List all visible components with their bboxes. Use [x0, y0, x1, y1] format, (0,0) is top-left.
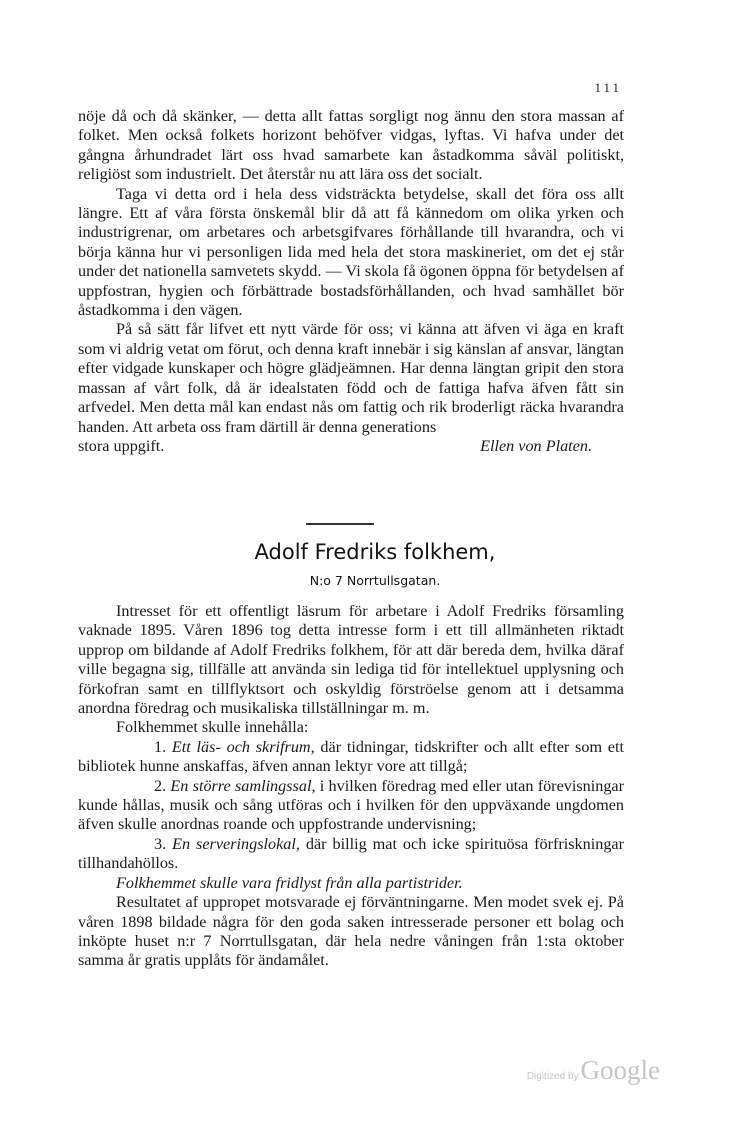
page-number: 111	[594, 80, 622, 95]
article-body	[78, 107, 624, 456]
motto-text: Folkhemmet skulle vara fridlyst från alla partistrider.	[116, 873, 463, 892]
list-item-number: 1.	[154, 737, 167, 756]
list-intro: Folkhemmet skulle innehålla:	[116, 718, 309, 737]
google-logo: Google	[580, 1055, 660, 1085]
author-signature: Ellen von Platen.	[480, 436, 592, 455]
list-item-number: 2.	[154, 776, 167, 795]
paragraph: På så sätt får lifvet ett nytt värde för oss; vi känna att äfven vi äga en kraft som vi aldrig vetat om förut, och denna kraft innebär i sig känslan af ansvar, längtan efter vidgade kunskaper och högre glädjeämnen. Har denna längtan gripit den stora massan af vårt folk, då är idealstaten född och de fattiga hafva äfven fått sin arfvedel. Men detta mål kan endast nås om fattig och rik broderligt räcka hvarandra handen. Att arbeta oss fram därtill är denna generations	[78, 320, 624, 436]
section-body	[78, 602, 624, 971]
paragraph-continuation: nöje då och då skänker, — detta allt fattas sorgligt nog ännu den stora massan af folket. Men också folkets horizont behöfver vidgas, lyftas. Vi hafva under det gångna århundradet lärt oss hvad samarbete kan åstadkomma såväl politiskt, religiöst som industrielt. Det återstår nu att lära oss det socialt.	[78, 107, 624, 184]
section-title: Adolf Fredriks folkhem,	[254, 540, 496, 564]
list-item-text: i hvilken föredrag med eller utan förevisningar kunde hållas, musik och sång utföras och i hvilken för den uppväxande ungdomen äfven skulle anordnas roande och uppfostrande undervisning;	[78, 776, 625, 834]
closing-text: stora uppgift.	[78, 436, 165, 455]
list-item	[78, 738, 624, 777]
list-item-title: En större samlingssal,	[170, 776, 316, 795]
outcome-paragraph: Resultatet af uppropet motsvarade ej förväntningarne. Men modet svek ej. På våren 1898 bildade några för den goda saken intresserade personer ett bolag och inköpte huset n:r 7 Norrtullsgatan, där hela nedre våningen från 1:sta oktober samma år gratis upplåts för ändamålet.	[78, 893, 624, 970]
closing-line	[78, 437, 624, 456]
digitization-watermark	[527, 1055, 660, 1086]
list-item-text: där tidningar, tidskrifter och allt efter som ett bibliotek hunne anskaffas, äfven annan lektyr vore att tillgå;	[78, 737, 624, 776]
list-item	[78, 835, 624, 874]
section-subtitle: N:o 7 Norrtullsgatan.	[309, 573, 441, 588]
list-item	[78, 777, 624, 835]
motto	[78, 874, 624, 893]
list-item-number: 3.	[154, 834, 167, 853]
list-item-text: där billig mat och icke spirituösa förfriskningar tillhandahöllos.	[78, 834, 624, 873]
paragraph: Taga vi detta ord i hela dess vidsträckta betydelse, skall det föra oss allt längre. Ett af våra första önskemål blir då att få kännedom om olika yrken och industrigrenar, om arbetares och arbetsgifvares förhållande till hvarandra, och vi börja känna hur vi personligen lida med hela det stora maskineriet, om det ej står under det nationella samvetets skydd. — Vi skola få ögonen öppna för betydelsen af uppfostran, hygien och förbättrade bostadsförhållanden, och hvad samhället bör åstadkomma i den vägen.	[78, 184, 624, 320]
section-divider	[306, 523, 374, 525]
section-intro: Intresset för ett offentligt läsrum för arbetare i Adolf Fredriks församling vaknade 1895. Våren 1896 tog detta intresse form i ett till allmänheten riktadt upprop om bildande af Adolf Fredriks folkhem, för att där bereda dem, hvilka däraf ville begagna sig, tillfälle att använda sin lediga tid för intellektuel upplysning och förkofran samt en tillflyktsort och oskyldig förströelse genom att i detsamma anordna föredrag och musikaliska tillställningar m. m.	[78, 602, 624, 718]
list-item-title: En serveringslokal,	[172, 834, 300, 853]
list-item-title: Ett läs- och skrifrum,	[171, 737, 315, 756]
watermark-prefix: Digitized by	[526, 1071, 579, 1082]
